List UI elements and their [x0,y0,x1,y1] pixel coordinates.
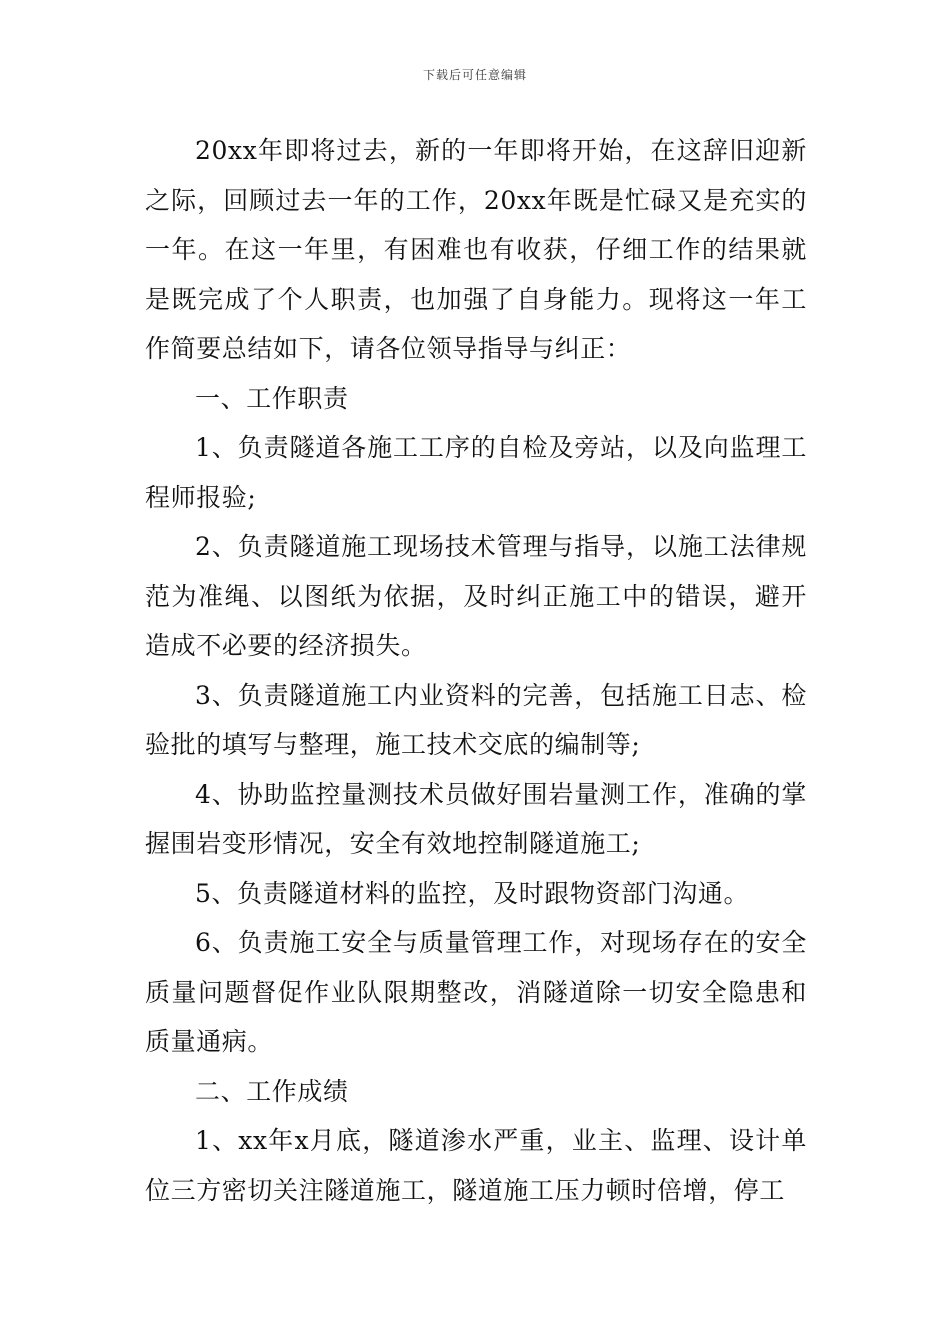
header-note: 下载后可任意编辑 [422,68,527,82]
duty-item-4: 4、协助监控量测技术员做好围岩量测工作，准确的掌握围岩变形情况，安全有效地控制隧道施工; [145,779,807,858]
achievement-item-1: 1、xx年x月底，隧道渗水严重，业主、监理、设计单位三方密切关注隧道施工，隧道施工压力顿时倍增，停工 [145,1126,807,1205]
paragraph-intro: 20xx年即将过去，新的一年即将开始，在这辞旧迎新之际，回顾过去一年的工作，20xx年既是忙碌又是充实的一年。在这一年里，有困难也有收获，仔细工作的结果就是既完成了个人职责，也加强了自身能力。现将这一年工作简要总结如下，请各位领导指导与纠正： [145,136,807,363]
duty-item-1: 1、负责隧道各施工工序的自检及旁站，以及向监理工程师报验; [145,433,807,512]
duty-item-6: 6、负责施工安全与质量管理工作，对现场存在的安全质量问题督促作业队限期整改，消隧道除一切安全隐患和质量通病。 [145,928,807,1056]
section-heading-duties: 一、工作职责 [195,383,349,413]
document-body [145,126,807,1215]
section-heading-achievements: 二、工作成绩 [195,1076,349,1106]
duty-item-5: 5、负责隧道材料的监控，及时跟物资部门沟通。 [195,878,750,908]
duty-item-2: 2、负责隧道施工现场技术管理与指导，以施工法律规范为准绳、以图纸为依据，及时纠正施工中的错误，避开造成不必要的经济损失。 [145,532,807,660]
duty-item-3: 3、负责隧道施工内业资料的完善，包括施工日志、检验批的填写与整理，施工技术交底的编制等; [145,680,807,759]
